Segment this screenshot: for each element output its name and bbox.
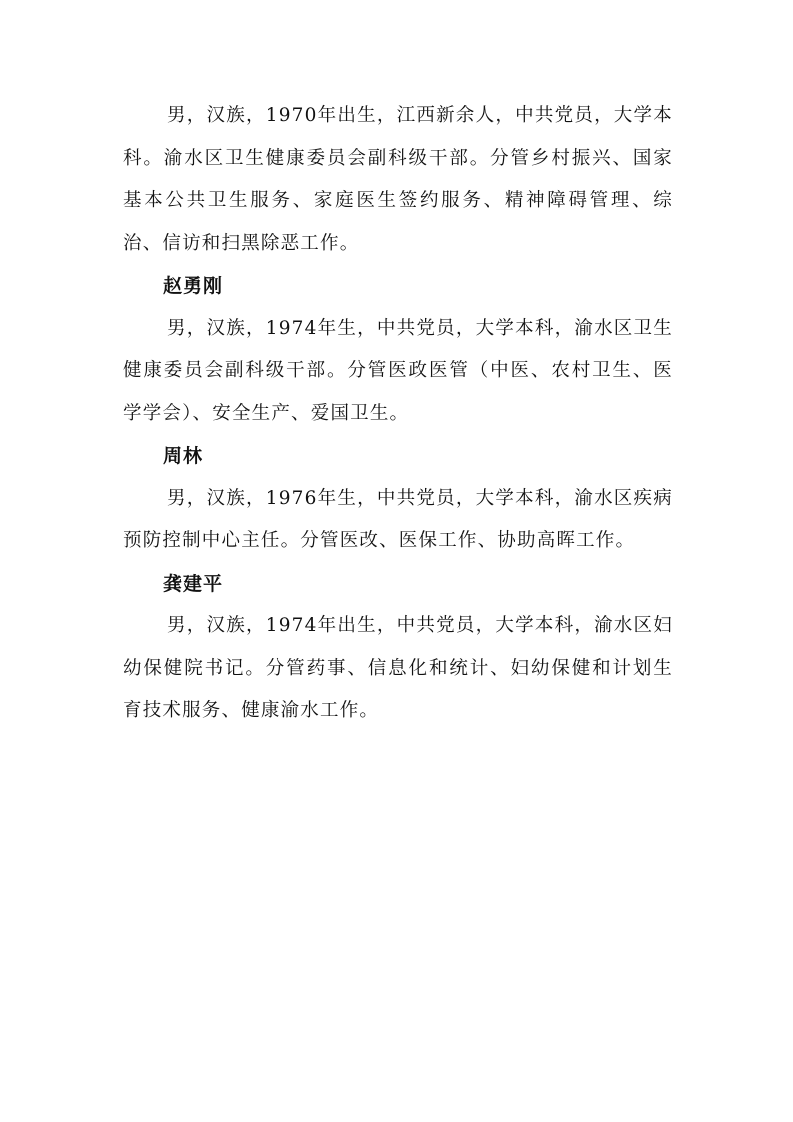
person-name-zhao-yonggang: 赵勇刚 — [163, 275, 224, 297]
bio-paragraph-zhou-lin: 男，汉族，1976年生，中共党员，大学本科，渝水区疾病预防控制中心主任。分管医改、医保工作、协助高晖工作。 — [123, 487, 673, 551]
person-name-zhou-lin: 周林 — [163, 445, 204, 467]
bio-paragraph-gong-jianping: 男，汉族，1974年出生，中共党员，大学本科，渝水区妇幼保健院书记。分管药事、信息化和统计、妇幼保健和计划生育技术服务、健康渝水工作。 — [123, 615, 673, 721]
bio-paragraph-1: 男，汉族，1970年出生，江西新余人，中共党员，大学本科。渝水区卫生健康委员会副科级干部。分管乡村振兴、国家基本公共卫生服务、家庭医生签约服务、精神障碍管理、综治、信访和扫黑除恶工作。 — [123, 105, 673, 254]
document-body — [123, 95, 673, 733]
bio-paragraph-zhao-yonggang: 男，汉族，1974年生，中共党员，大学本科，渝水区卫生健康委员会副科级干部。分管医政医管（中医、农村卫生、医学学会）、安全生产、爱国卫生。 — [123, 317, 673, 424]
person-name-gong-jianping: 龚建平 — [163, 572, 224, 595]
